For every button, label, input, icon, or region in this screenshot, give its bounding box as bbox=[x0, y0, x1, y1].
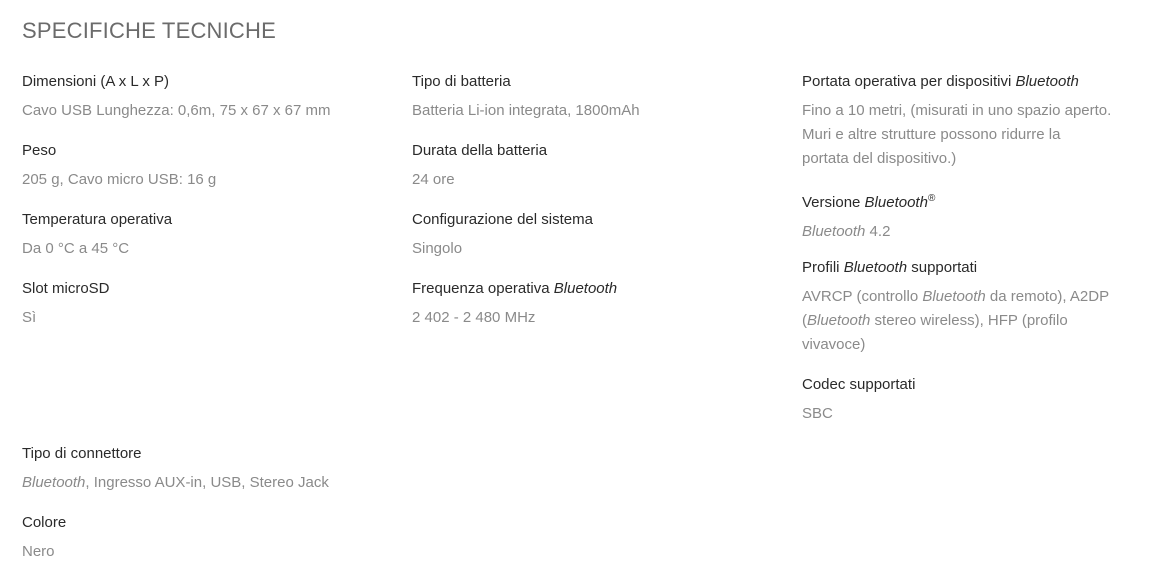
spec-label: Durata della batteria bbox=[412, 142, 548, 159]
spec-label: Codec supportati bbox=[802, 376, 916, 393]
spec-label: Dimensioni (A x L x P) bbox=[22, 73, 169, 90]
spec-value bbox=[22, 471, 329, 495]
spec-connector bbox=[22, 444, 329, 495]
spec-system-config bbox=[412, 210, 593, 261]
spec-value: Batteria Li-ion integrata, 1800mAh bbox=[412, 102, 640, 119]
registered-mark: ® bbox=[927, 193, 936, 204]
spec-label-text: Frequenza operativa bbox=[412, 280, 554, 297]
spec-bt-version bbox=[802, 189, 935, 244]
spec-label: Slot microSD bbox=[22, 280, 110, 297]
spec-value: Cavo USB Lunghezza: 0,6m, 75 x 67 x 67 mm bbox=[22, 102, 331, 119]
spec-bt-profiles bbox=[802, 258, 1109, 357]
spec-label-text: Profili bbox=[802, 259, 844, 276]
bluetooth-term: Bluetooth bbox=[922, 288, 986, 305]
spec-dimensions bbox=[22, 72, 331, 123]
spec-temperature bbox=[22, 210, 172, 261]
spec-value: 2 402 - 2 480 MHz bbox=[412, 309, 536, 326]
spec-frequency bbox=[412, 279, 617, 330]
spec-value-line: vivavoce) bbox=[802, 336, 866, 353]
spec-value-text: 4.2 bbox=[865, 223, 891, 240]
spec-value-text: AVRCP (controllo bbox=[802, 288, 923, 305]
spec-label-text: Versione bbox=[802, 194, 865, 211]
spec-value-line: portata del dispositivo.) bbox=[802, 150, 957, 167]
spec-value: Nero bbox=[22, 543, 55, 560]
spec-label: Tipo di connettore bbox=[22, 445, 142, 462]
spec-value-line bbox=[802, 309, 1109, 333]
spec-value: Da 0 °C a 45 °C bbox=[22, 240, 130, 257]
spec-value: 205 g, Cavo micro USB: 16 g bbox=[22, 171, 217, 188]
spec-microsd bbox=[22, 279, 110, 330]
bluetooth-term: Bluetooth bbox=[802, 223, 866, 240]
bluetooth-term: Bluetooth bbox=[553, 280, 618, 297]
spec-weight bbox=[22, 141, 216, 192]
bluetooth-term: Bluetooth bbox=[807, 312, 871, 329]
spec-label: Colore bbox=[22, 514, 67, 531]
spec-value: 24 ore bbox=[412, 171, 455, 188]
spec-value bbox=[802, 99, 1111, 171]
spec-label: Tipo di batteria bbox=[412, 73, 511, 90]
spec-label bbox=[802, 258, 1109, 278]
bluetooth-term: Bluetooth bbox=[1015, 73, 1079, 90]
spec-label: Configurazione del sistema bbox=[412, 211, 593, 228]
spec-codec bbox=[802, 375, 915, 426]
spec-label-text: supportati bbox=[907, 259, 978, 276]
bluetooth-term: Bluetooth bbox=[843, 259, 908, 276]
spec-range bbox=[802, 72, 1111, 171]
spec-value-text: stereo wireless), HFP (profilo bbox=[870, 312, 1068, 329]
spec-label bbox=[802, 189, 935, 213]
spec-label bbox=[802, 72, 1111, 92]
spec-label-text: Portata operativa per dispositivi bbox=[802, 73, 1016, 90]
spec-color bbox=[22, 513, 66, 564]
spec-value-line: Muri e altre strutture possono ridurre la bbox=[802, 126, 1061, 143]
spec-value-text: ( bbox=[802, 312, 807, 329]
spec-value: Singolo bbox=[412, 240, 463, 257]
spec-battery-life bbox=[412, 141, 547, 192]
spec-label: Peso bbox=[22, 142, 57, 159]
spec-value-line: Fino a 10 metri, (misurati in uno spazio aperto. bbox=[802, 102, 1112, 119]
spec-value-text: da remoto), A2DP bbox=[985, 288, 1110, 305]
spec-value: SBC bbox=[802, 405, 833, 422]
spec-value bbox=[802, 285, 1109, 357]
spec-label bbox=[412, 279, 617, 299]
spec-label: Temperatura operativa bbox=[22, 211, 173, 228]
spec-value-line bbox=[802, 285, 1109, 309]
spec-value: Sì bbox=[22, 309, 37, 326]
spec-value-text: , Ingresso AUX-in, USB, Stereo Jack bbox=[85, 474, 329, 491]
bluetooth-term: Bluetooth bbox=[22, 474, 86, 491]
spec-battery-type bbox=[412, 72, 640, 123]
page-title: SPECIFICHE TECNICHE bbox=[22, 18, 276, 43]
spec-value bbox=[802, 220, 935, 244]
bluetooth-term: Bluetooth bbox=[864, 194, 928, 211]
